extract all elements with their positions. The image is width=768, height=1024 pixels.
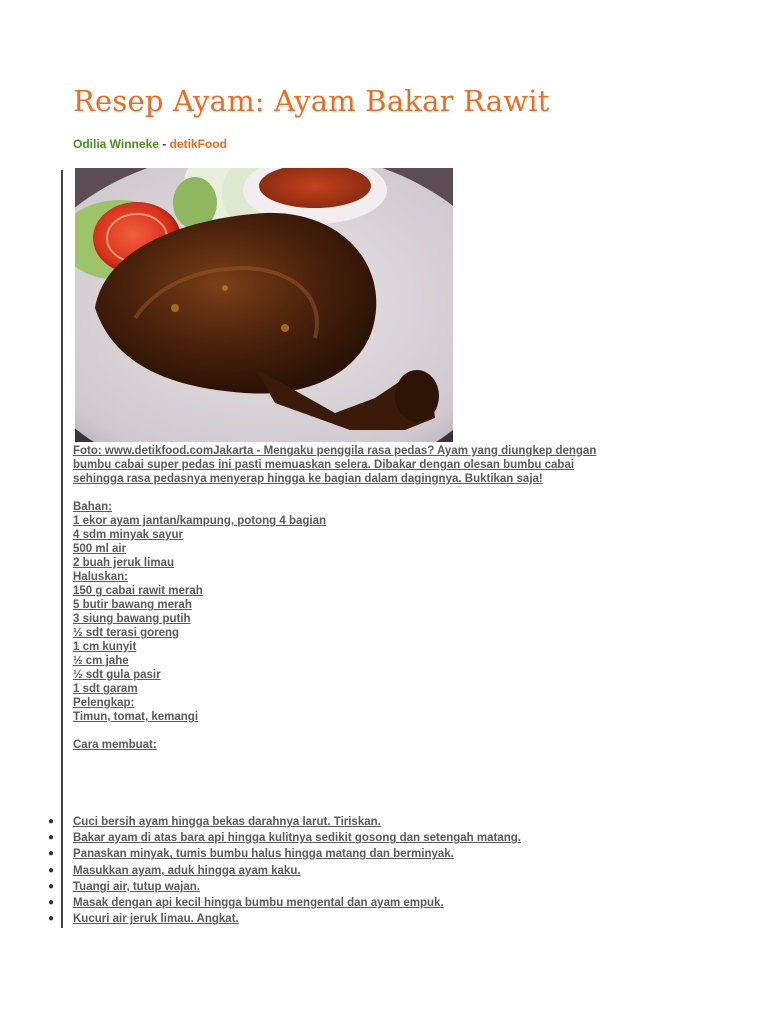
ingredient-line[interactable] — [73, 570, 128, 584]
photo-illustration — [75, 168, 453, 442]
bullet-icon: ● — [48, 864, 55, 876]
intro-line-text: sehingga rasa pedasnya menyerap hingga ke bagian dalam dagingnya. Buktikan saja! — [73, 473, 543, 485]
ingredient-line[interactable] — [73, 542, 126, 556]
ingredient-line[interactable] — [73, 668, 161, 682]
ingredient-line[interactable] — [73, 598, 192, 612]
source-link[interactable]: detikFood — [169, 137, 227, 151]
ingredient-line-text: 1 cm kunyit — [73, 641, 137, 653]
ingredient-line-text: 2 buah jeruk limau — [73, 557, 174, 569]
intro-line-text: Foto: www.detikfood.comJakarta - Mengaku penggila rasa pedas? Ayam yang diungkep dengan — [73, 445, 597, 457]
step-item-text: Tuangi air, tutup wajan. — [73, 880, 200, 893]
ingredient-line-text: 4 sdm minyak sayur — [73, 529, 183, 541]
ingredient-line[interactable] — [73, 654, 129, 668]
ingredient-line-text: ½ sdt gula pasir — [73, 669, 161, 681]
step-item[interactable] — [73, 912, 239, 926]
article-title: Resep Ayam: Ayam Bakar Rawit — [73, 84, 550, 118]
step-item-text: Masukkan ayam, aduk hingga ayam kaku. — [73, 864, 301, 877]
intro-line-text: bumbu cabai super pedas ini pasti memuaskan selera. Dibakar dengan olesan bumbu cabai — [73, 459, 575, 471]
ingredient-line-text: Haluskan: — [73, 571, 128, 583]
ingredient-line[interactable] — [73, 612, 191, 626]
author-name[interactable]: Odilia Winneke — [73, 137, 159, 151]
step-item[interactable] — [73, 815, 381, 829]
step-item-text: Masak dengan api kecil hingga bumbu mengental dan ayam empuk. — [73, 897, 444, 909]
ingredient-line[interactable] — [73, 514, 326, 528]
byline — [73, 137, 227, 151]
ingredient-line-text: Pelengkap: — [73, 697, 135, 709]
byline-separator: - — [158, 137, 170, 151]
method-heading[interactable] — [73, 738, 157, 752]
ingredient-line-text: Timun, tomat, kemangi — [73, 711, 199, 723]
ingredient-line-text: 3 siung bawang putih — [73, 613, 191, 625]
bullet-icon: ● — [48, 913, 55, 925]
ingredient-line[interactable] — [73, 556, 174, 570]
step-item[interactable] — [73, 864, 301, 878]
ingredient-line[interactable] — [73, 500, 112, 514]
step-item-text: Cuci bersih ayam hingga bekas darahnya larut. Tiriskan. — [73, 816, 381, 828]
step-item-text: Bakar ayam di atas bara api hingga kulitnya sedikit gosong dan setengah matang. — [73, 832, 521, 845]
ingredient-line-text: 150 g cabai rawit merah — [73, 585, 203, 597]
grilled-chicken-photo[interactable] — [75, 168, 453, 442]
ingredient-line-text: ½ cm jahe — [73, 655, 129, 667]
ingredient-line-text: 5 butir bawang merah — [73, 599, 192, 611]
ingredient-line-text: 1 ekor ayam jantan/kampung, potong 4 bagian — [73, 515, 327, 527]
step-item-text: Panaskan minyak, tumis bumbu halus hingga matang dan berminyak. — [73, 848, 454, 861]
ingredient-line[interactable] — [73, 696, 134, 710]
bullet-icon: ● — [48, 880, 55, 892]
intro-line[interactable] — [73, 458, 574, 472]
bullet-icon: ● — [48, 848, 55, 860]
ingredient-line[interactable] — [73, 682, 138, 696]
ingredient-line[interactable] — [73, 528, 183, 542]
step-item-text: Kucuri air jeruk limau. Angkat. — [73, 913, 239, 926]
step-item[interactable] — [73, 847, 454, 861]
bullet-icon: ● — [48, 832, 55, 844]
step-item[interactable] — [73, 880, 200, 894]
ingredient-line-text: Bahan: — [73, 501, 112, 513]
intro-line[interactable] — [73, 472, 543, 486]
ingredient-line[interactable] — [73, 710, 198, 724]
ingredient-line-text: 500 ml air — [73, 543, 127, 555]
ingredient-line-text: 1 sdt garam — [73, 683, 138, 695]
ingredient-line-text: ½ sdt terasi goreng — [73, 627, 180, 639]
step-item[interactable] — [73, 896, 444, 910]
intro-line[interactable] — [73, 444, 596, 458]
method-heading-text: Cara membuat: — [73, 739, 157, 751]
ingredient-line[interactable] — [73, 626, 179, 640]
content-left-rule — [61, 170, 63, 928]
ingredient-line[interactable] — [73, 640, 136, 654]
step-item[interactable] — [73, 831, 521, 845]
bullet-icon: ● — [48, 816, 55, 827]
ingredient-line[interactable] — [73, 584, 203, 598]
bullet-icon: ● — [48, 897, 55, 908]
